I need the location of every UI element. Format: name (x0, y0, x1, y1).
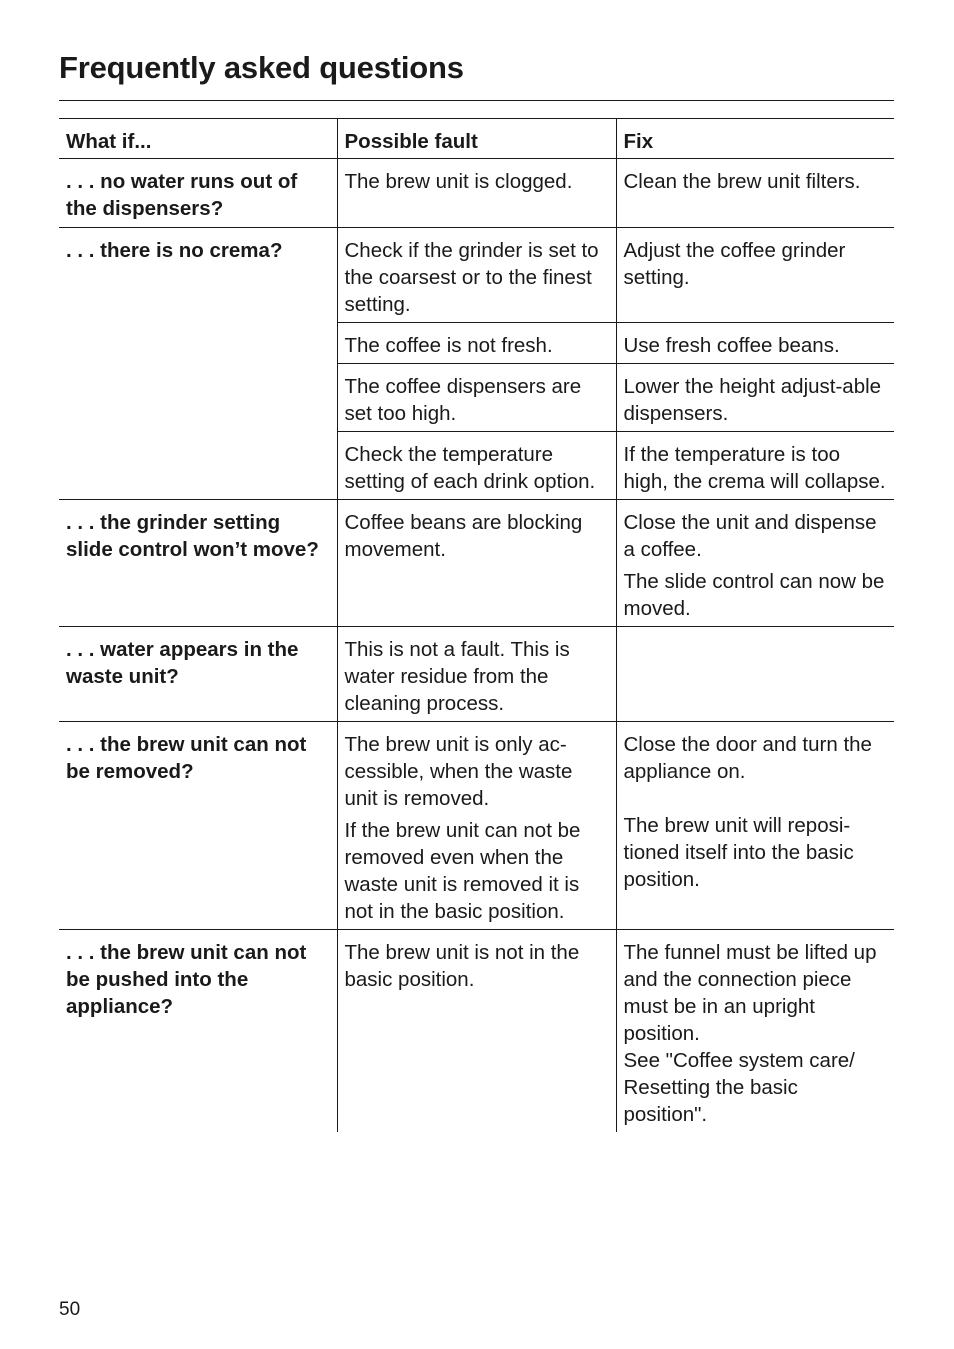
question-cell: . . . the brew unit can not be pushed into the appliance? (59, 930, 337, 1133)
fix-text: The funnel must be lifted up and the connection piece must be in an upright position. (623, 941, 877, 1045)
fix-cell: Clean the brew unit filters. (616, 159, 894, 228)
fault-cell: The coffee is not fresh. (337, 323, 616, 364)
table-row (59, 930, 894, 1133)
fault-cell: Check if the grinder is set to the coarsest or to the finest setting. (337, 228, 616, 323)
table-header-row (59, 119, 894, 159)
fix-cell (616, 500, 894, 627)
question-cell: . . . no water runs out of the dispensers? (59, 159, 337, 228)
fault-text: The brew unit is only ac-cessible, when the waste unit is removed. (344, 733, 573, 810)
fix-text-continued: The slide control can now be moved. (623, 570, 885, 620)
fix-text-continued: See "Coffee system care/ Resetting the basic position". (623, 1049, 855, 1126)
header-what-if: What if... (59, 119, 337, 159)
fault-cell (337, 722, 616, 930)
fault-cell: The brew unit is clogged. (337, 159, 616, 228)
table-row (59, 228, 894, 323)
fix-cell (616, 627, 894, 722)
fix-text-continued: The brew unit will reposi-tioned itself into the basic position. (623, 814, 854, 891)
fault-cell: The brew unit is not in the basic position. (337, 930, 616, 1133)
fix-text: Close the unit and dispense a coffee. (623, 511, 877, 561)
fault-cell: This is not a fault. This is water residue from the cleaning process. (337, 627, 616, 722)
question-cell: . . . there is no crema? (59, 228, 337, 500)
page-number: 50 (59, 1299, 81, 1320)
table-row (59, 627, 894, 722)
fix-cell (616, 930, 894, 1133)
fix-cell: Lower the height adjust-able dispensers. (616, 364, 894, 432)
header-fix: Fix (616, 119, 894, 159)
fix-cell: If the temperature is too high, the crema will collapse. (616, 432, 894, 500)
table-row (59, 159, 894, 228)
fix-text: Close the door and turn the appliance on. (623, 733, 872, 783)
title-divider (59, 100, 894, 101)
fix-cell: Use fresh coffee beans. (616, 323, 894, 364)
fix-cell: Adjust the coffee grinder setting. (616, 228, 894, 323)
fault-cell: Check the temperature setting of each drink option. (337, 432, 616, 500)
fault-cell: Coffee beans are blocking movement. (337, 500, 616, 627)
question-cell: . . . the grinder setting slide control won’t move? (59, 500, 337, 627)
fix-cell (616, 722, 894, 930)
table-row (59, 500, 894, 627)
page-title: Frequently asked questions (59, 50, 464, 85)
question-cell: . . . water appears in the waste unit? (59, 627, 337, 722)
table-row (59, 722, 894, 930)
question-cell: . . . the brew unit can not be removed? (59, 722, 337, 930)
fault-cell: The coffee dispensers are set too high. (337, 364, 616, 432)
fault-text-continued: If the brew unit can not be removed even when the waste unit is removed it is not in the basic position. (344, 819, 581, 923)
header-possible-fault: Possible fault (337, 119, 616, 159)
faq-table (59, 118, 894, 1132)
